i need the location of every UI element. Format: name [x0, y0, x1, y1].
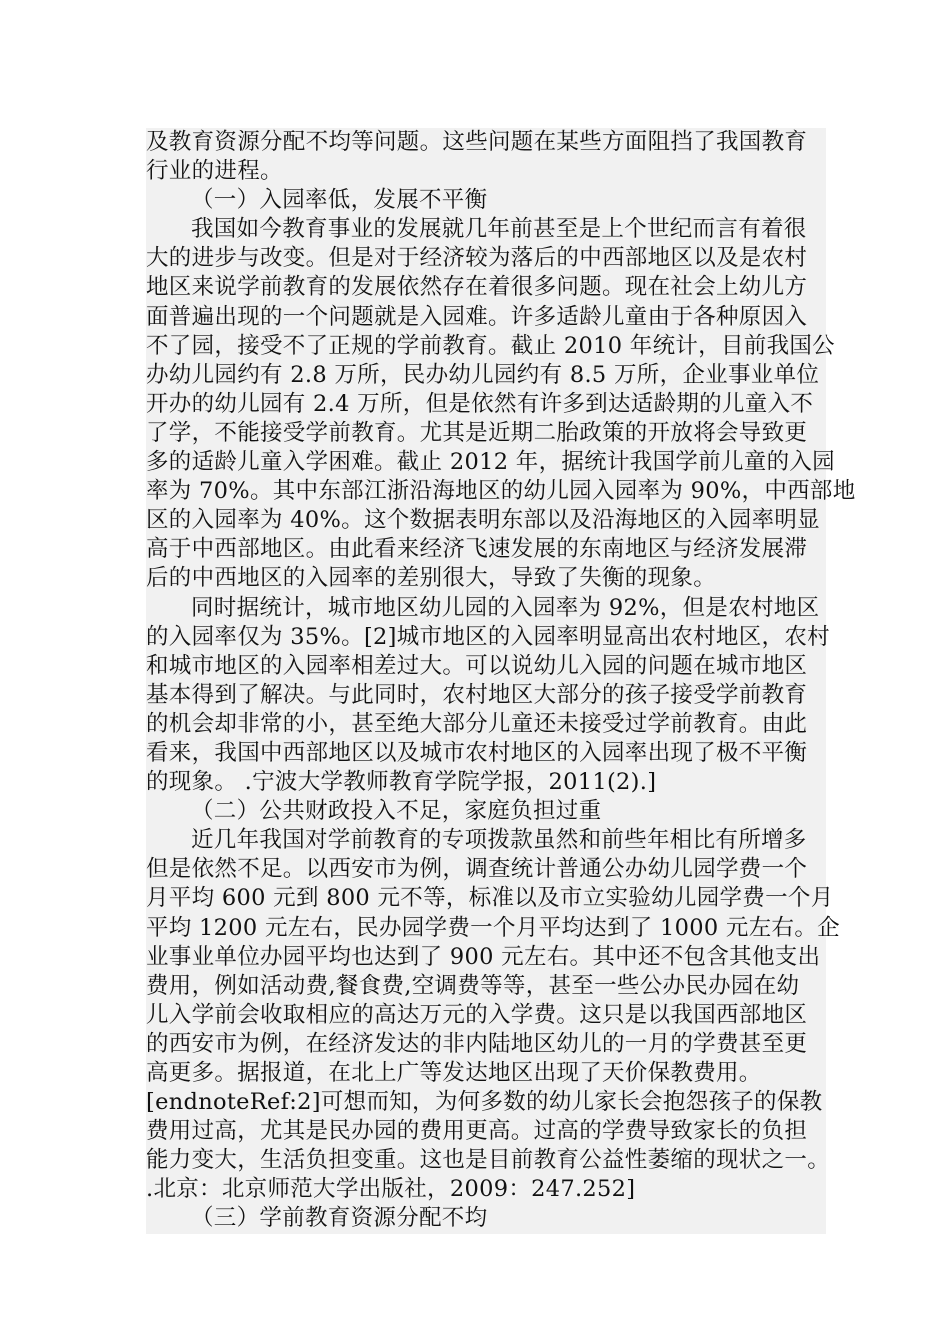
- text-line: 我国如今教育事业的发展就几年前甚至是上个世纪而言有着很: [146, 215, 826, 244]
- text-line: 看来，我国中西部地区以及城市农村地区的入园率出现了极不平衡: [146, 739, 826, 768]
- section-heading: （三）学前教育资源分配不均: [146, 1204, 826, 1233]
- text-line: 的西安市为例，在经济发达的非内陆地区幼儿的一月的学费甚至更: [146, 1030, 826, 1059]
- text-line: 能力变大，生活负担变重。这也是目前教育公益性萎缩的现状之一。: [146, 1146, 826, 1175]
- text-line: 了学，不能接受学前教育。尤其是近期二胎政策的开放将会导致更: [146, 419, 826, 448]
- text-line: 但是依然不足。以西安市为例，调查统计普通公办幼儿园学费一个: [146, 855, 826, 884]
- text-line: 率为 70%。其中东部江浙沿海地区的幼儿园入园率为 90%，中西部地: [146, 477, 826, 506]
- text-line: .北京：北京师范大学出版社，2009：247.252]: [146, 1175, 826, 1204]
- text-line: 和城市地区的入园率相差过大。可以说幼儿入园的问题在城市地区: [146, 652, 826, 681]
- text-line: 地区来说学前教育的发展依然存在着很多问题。现在社会上幼儿方: [146, 273, 826, 302]
- text-line: 月平均 600 元到 800 元不等，标准以及市立实验幼儿园学费一个月: [146, 884, 826, 913]
- text-line: 费用，例如活动费,餐食费,空调费等等，甚至一些公办民办园在幼: [146, 972, 826, 1001]
- text-line: 的入园率仅为 35%。[2]城市地区的入园率明显高出农村地区，农村: [146, 623, 826, 652]
- text-line: 不了园，接受不了正规的学前教育。截止 2010 年统计，目前我国公: [146, 332, 826, 361]
- text-line: 后的中西地区的入园率的差别很大，导致了失衡的现象。: [146, 564, 826, 593]
- text-line: [endnoteRef:2]可想而知，为何多数的幼儿家长会抱怨孩子的保教: [146, 1088, 826, 1117]
- text-line: 办幼儿园约有 2.8 万所，民办幼儿园约有 8.5 万所，企业事业单位: [146, 361, 826, 390]
- text-line: 同时据统计，城市地区幼儿园的入园率为 92%，但是农村地区: [146, 594, 826, 623]
- text-line: 高更多。据报道，在北上广等发达地区出现了天价保教费用。: [146, 1059, 826, 1088]
- text-line: 的现象。 .宁波大学教师教育学院学报，2011(2).]: [146, 768, 826, 797]
- text-line: 儿入学前会收取相应的高达万元的入学费。这只是以我国西部地区: [146, 1001, 826, 1030]
- text-line: 业事业单位办园平均也达到了 900 元左右。其中还不包含其他支出: [146, 943, 826, 972]
- text-line: 费用过高，尤其是民办园的费用更高。过高的学费导致家长的负担: [146, 1117, 826, 1146]
- text-line: 大的进步与改变。但是对于经济较为落后的中西部地区以及是农村: [146, 244, 826, 273]
- text-line: 多的适龄儿童入学困难。截止 2012 年，据统计我国学前儿童的入园: [146, 448, 826, 477]
- text-line: 开办的幼儿园有 2.4 万所，但是依然有许多到达适龄期的儿童入不: [146, 390, 826, 419]
- document-body: [146, 128, 856, 1234]
- section-heading: （一）入园率低，发展不平衡: [146, 186, 826, 215]
- text-line: 及教育资源分配不均等问题。这些问题在某些方面阻挡了我国教育: [146, 128, 826, 157]
- text-line: 区的入园率为 40%。这个数据表明东部以及沿海地区的入园率明显: [146, 506, 826, 535]
- text-line: 基本得到了解决。与此同时，农村地区大部分的孩子接受学前教育: [146, 681, 826, 710]
- text-line: 近几年我国对学前教育的专项拨款虽然和前些年相比有所增多: [146, 826, 826, 855]
- text-line: 平均 1200 元左右，民办园学费一个月平均达到了 1000 元左右。企: [146, 914, 826, 943]
- text-line: 高于中西部地区。由此看来经济飞速发展的东南地区与经济发展滞: [146, 535, 826, 564]
- text-line: 行业的进程。: [146, 157, 826, 186]
- text-line: 的机会却非常的小，甚至绝大部分儿童还未接受过学前教育。由此: [146, 710, 826, 739]
- text-line: 面普遍出现的一个问题就是入园难。许多适龄儿童由于各种原因入: [146, 303, 826, 332]
- section-heading: （二）公共财政投入不足，家庭负担过重: [146, 797, 826, 826]
